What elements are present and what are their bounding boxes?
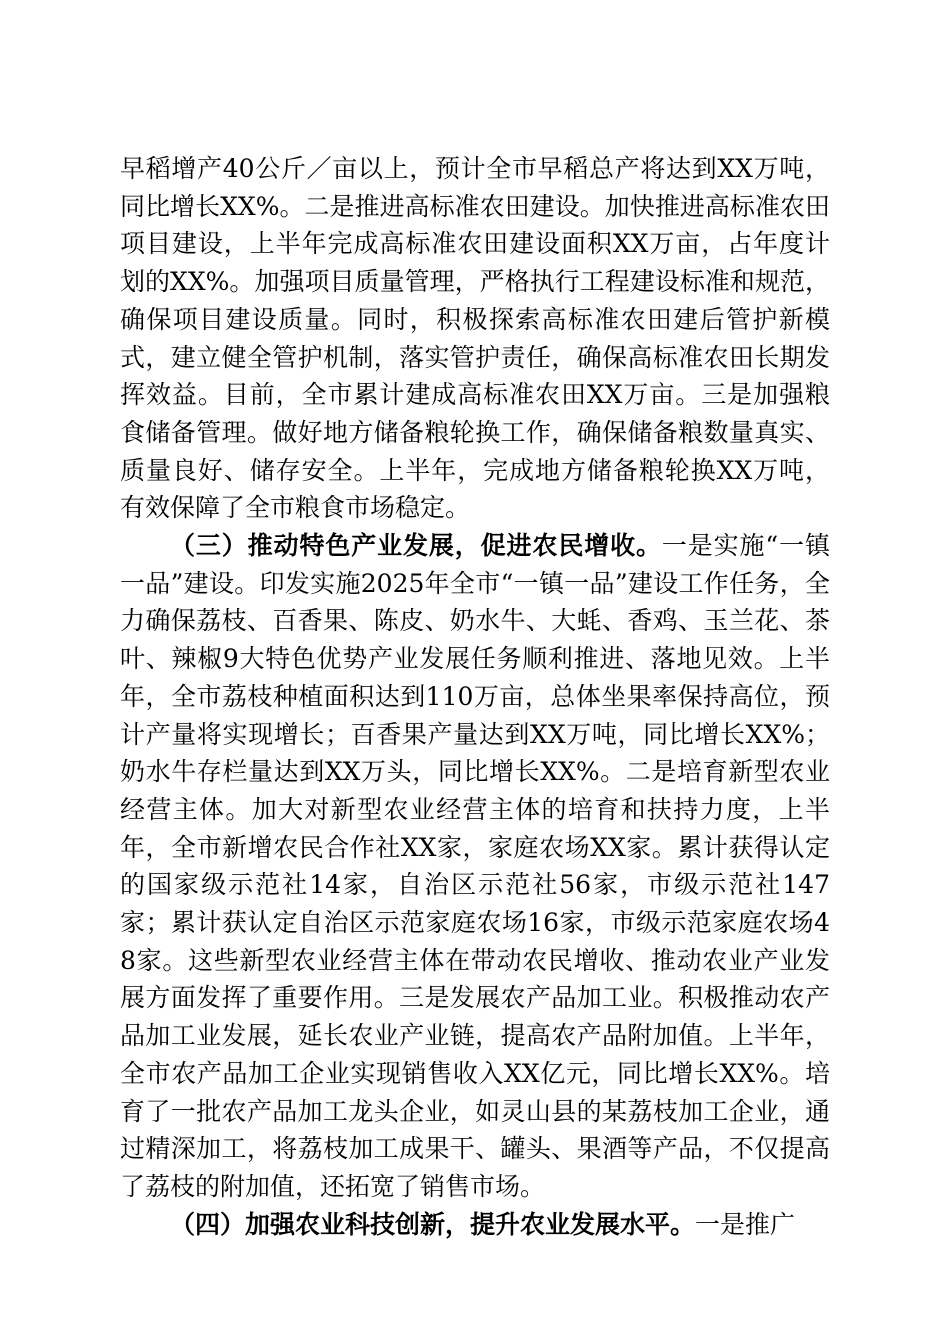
paragraph-body: 早稻增产40公斤／亩以上，预计全市早稻总产将达到XX万吨，同比增长XX%。二是推进高标准农田建设。加快推进高标准农田项目建设，上半年完成高标准农田建设面积XX万亩，占年度计划的XX%。加强项目质量管理，严格执行工程建设标准和规范，确保项目建设质量。同时，积极探索高标准农田建后管护新模式，建立健全管护机制，落实管护责任，确保高标准农田长期发挥效益。目前，全市累计建成高标准农田XX万亩。三是加强粮食储备管理。做好地方储备粮轮换工作，确保储备粮数量真实、质量良好、储存安全。上半年，完成地方储备粮轮换XX万吨，有效保障了全市粮食市场稳定。 bbox=[120, 154, 830, 523]
paragraph-body: 一是实施“一镇一品”建设。印发实施2025年全市“一镇一品”建设工作任务，全力确保荔枝、百香果、陈皮、奶水牛、大蚝、香鸡、玉兰花、茶叶、辣椒9大特色优势产业发展任务顺利推进、落地见效。上半年，全市荔枝种植面积达到110万亩，总体坐果率保持高位，预计产量将实现增长；百香果产量达到XX万吨，同比增长XX%；奶水牛存栏量达到XX万头，同比增长XX%。二是培育新型农业经营主体。加大对新型农业经营主体的培育和扶持力度，上半年，全市新增农民合作社XX家，家庭农场XX家。累计获得认定的国家级示范社14家，自治区示范社56家，市级示范社147家；累计获认定自治区示范家庭农场16家，市级示范家庭农场48家。这些新型农业经营主体在带动农民增收、推动农业产业发展方面发挥了重要作用。三是发展农产品加工业。积极推动农产品加工业发展，延长农业产业链，提高农产品附加值。上半年，全市农产品加工企业实现销售收入XX亿元，同比增长XX%。培育了一批农产品加工龙头企业，如灵山县的某荔枝加工企业，通过精深加工，将荔枝加工成果干、罐头、果酒等产品，不仅提高了荔枝的附加值，还拓宽了销售市场。 bbox=[120, 531, 830, 1201]
section-3-heading: （三）推动特色产业发展，促进农民增收。 bbox=[170, 531, 662, 561]
document-page bbox=[120, 150, 830, 1243]
paragraph-section-4 bbox=[120, 1206, 830, 1244]
paragraph-grain-continuation bbox=[120, 150, 830, 527]
section-4-heading: （四）加强农业科技创新，提升农业发展水平。 bbox=[170, 1209, 696, 1239]
paragraph-body: 一是推广 bbox=[695, 1209, 796, 1239]
paragraph-section-3 bbox=[120, 527, 830, 1206]
